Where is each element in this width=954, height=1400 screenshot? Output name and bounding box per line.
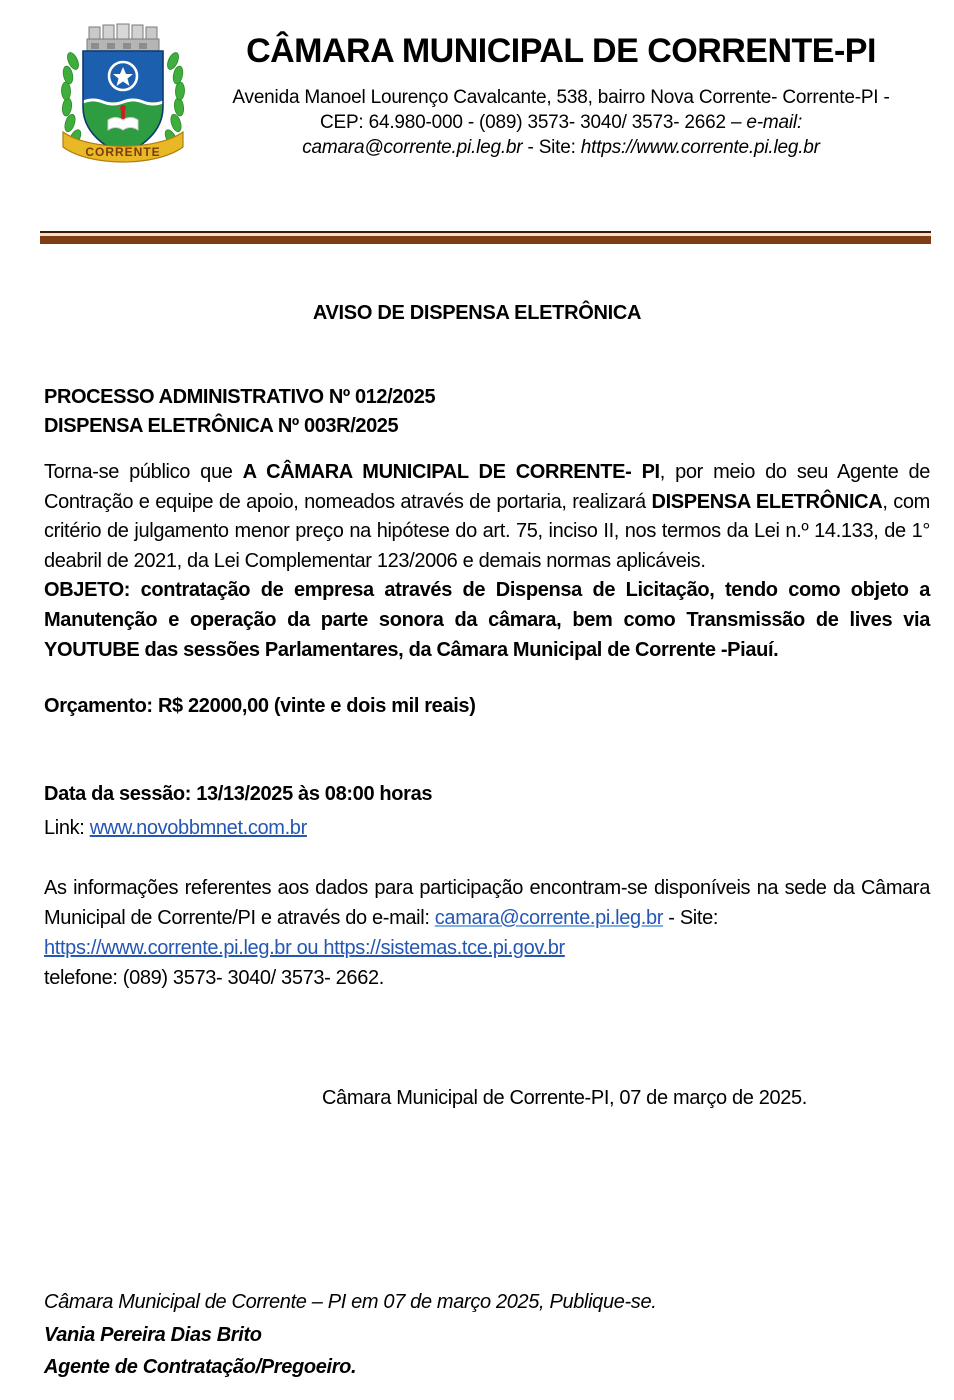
- dispensa-number: DISPENSA ELETRÔNICA Nº 003R/2025: [44, 415, 399, 437]
- body-text: [44, 458, 930, 665]
- notice-heading: AVISO DE DISPENSA ELETRÔNICA: [312, 302, 642, 324]
- place-date-line: Câmara Municipal de Corrente-PI, 07 de março de 2025.: [321, 1087, 808, 1109]
- budget-line: Orçamento: R$ 22000,00 (vinte e dois mil reais): [44, 695, 476, 717]
- session-link[interactable]: www.novobbmnet.com.br: [89, 817, 307, 839]
- shield: [83, 51, 163, 155]
- publish-line: Câmara Municipal de Corrente – PI em 07 de março 2025, Publique-se.: [44, 1291, 657, 1313]
- session-date-line: Data da sessão: 13/13/2025 às 08:00 horas: [44, 783, 433, 805]
- letterhead: [192, 34, 930, 160]
- coat-of-arms-graphic: [58, 14, 188, 168]
- session-link-line: [44, 817, 930, 840]
- crown-icon: [87, 24, 159, 51]
- info-block: [44, 873, 930, 993]
- ribbon-text: CORRENTE: [85, 145, 161, 159]
- signer-name: Vania Pereira Dias Brito: [44, 1323, 262, 1346]
- divider-thick-bar: [40, 236, 931, 244]
- org-title: CÂMARA MUNICIPAL DE CORRENTE-PI: [246, 32, 876, 70]
- site-links[interactable]: https://www.corrente.pi.leg.br ou https://sistemas.tce.pi.gov.br: [44, 937, 565, 959]
- objeto-paragraph: OBJETO: contratação de empresa através de Dispensa de Licitação, tendo como objeto a Manutenção e operação da parte sonora da câmara, bem como Transmissão de lives via YOUTUBE das sessões Parlamentares, da Câmara Municipal de Corrente -Piauí.: [44, 579, 930, 661]
- intro-paragraph: Torna-se público que A CÂMARA MUNICIPAL DE CORRENTE- PI, por meio do seu Agente de Contração e equipe de apoio, nomeados através de portaria, realizará DISPENSA ELETRÔNICA, com critério de julgamento menor preço na hipótese do art. 75, inciso II, nos termos da Lei n.º 14.133, de 1° deabril de 2021, da Lei Complementar 123/2006 e demais normas aplicáveis.: [44, 461, 931, 572]
- email-label: e-mail:: [746, 111, 803, 133]
- header-email: camara@corrente.pi.leg.br: [302, 136, 523, 158]
- address-line-1: Avenida Manoel Lourenço Cavalcante, 538, bairro Nova Corrente- Corrente-PI -: [232, 86, 890, 108]
- signature-block: [44, 1286, 930, 1384]
- process-number: PROCESSO ADMINISTRATIVO Nº 012/2025: [44, 386, 436, 408]
- link-label: Link:: [44, 817, 90, 839]
- site-links-line: [44, 933, 930, 963]
- dispensa-bold: DISPENSA ELETRÔNICA: [651, 490, 883, 513]
- process-block: [44, 383, 930, 441]
- address-line-3: camara@corrente.pi.leg.br - Site: https://www.corrente.pi.leg.br: [302, 136, 820, 158]
- header-site: https://www.corrente.pi.leg.br: [580, 136, 820, 158]
- info-paragraph: As informações referentes aos dados para participação encontram-se disponíveis na sede da Câmara Municipal de Corrente/PI e através do e-mail: camara@corrente.pi.leg.br - Site:: [44, 877, 930, 929]
- email-link[interactable]: camara@corrente.pi.leg.br: [434, 907, 664, 929]
- org-address: [192, 85, 930, 160]
- signer-role: Agente de Contratação/Pregoeiro.: [44, 1356, 357, 1378]
- header-divider: [40, 231, 931, 244]
- municipal-coat-of-arms: [58, 14, 188, 168]
- address-line-2: CEP: 64.980-000 - (089) 3573- 3040/ 3573- 2662 – e-mail:: [319, 111, 803, 133]
- org-name-bold: A CÂMARA MUNICIPAL DE CORRENTE- PI: [242, 461, 660, 483]
- phone-line: telefone: (089) 3573- 3040/ 3573- 2662.: [44, 967, 384, 989]
